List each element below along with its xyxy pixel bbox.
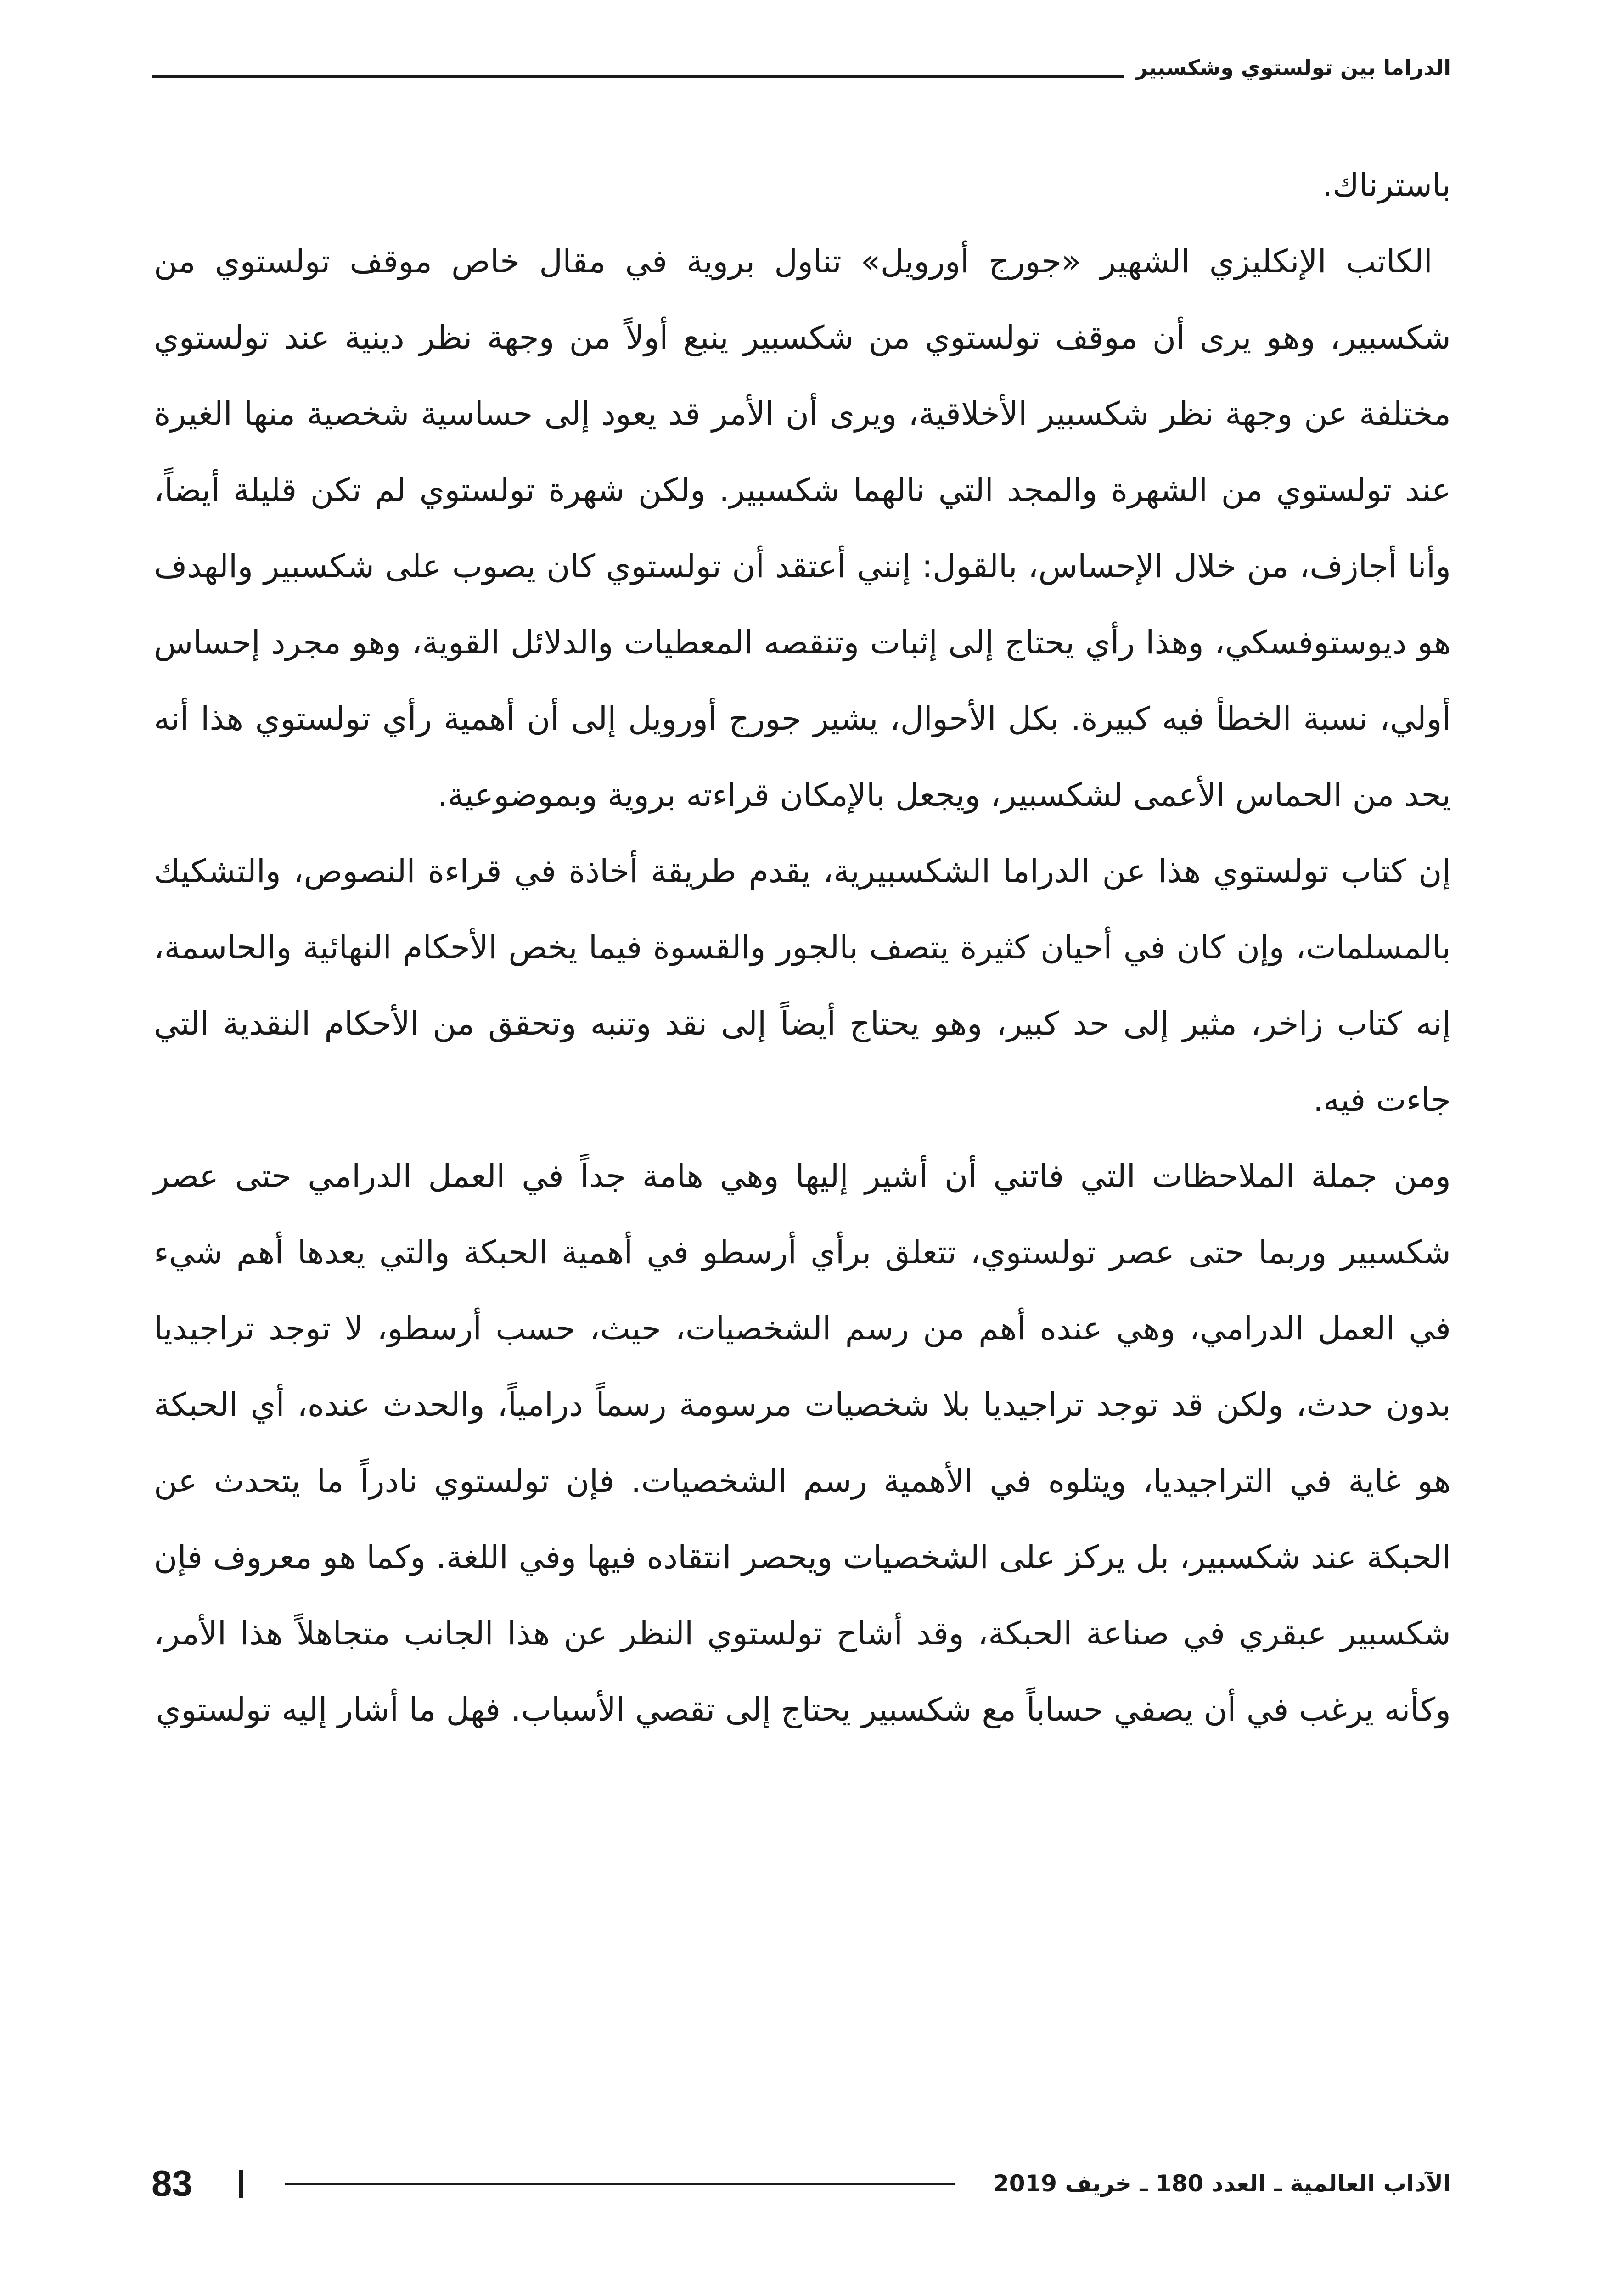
page-footer	[152, 2161, 1451, 2206]
paragraph: الكاتب الإنكليزي الشهير «جورج أورويل» تناول بروية في مقال خاص موقف تولستوي من شكسبير، وهو يرى أن موقف تولستوي من شكسبير ينبع أولاً من وجهة نظر دينية عند تولستوي مختلفة عن وجهة نظر شكسبير الأخلاقية، ويرى أن الأمر قد يعود إلى حساسية شخصية منها الغيرة عند تولستوي من الشهرة والمجد التي نالهما شكسبير. ولكن شهرة تولستوي لم تكن قليلة أيضاً، وأنا أجازف، من خلال الإحساس، بالقول: إنني أعتقد أن تولستوي كان يصوب على شكسبير والهدف هو ديوستوفسكي، وهذا رأي يحتاج إلى إثبات وتنقصه المعطيات والدلائل القوية، وهو مجرد إحساس أولي، نسبة الخطأ فيه كبيرة. بكل الأحوال، يشير جورج أورويل إلى أن أهمية رأي تولستوي هذا أنه يحد من الحماس الأعمى لشكسبير، ويجعل بالإمكان قراءته بروية وبموضوعية.	[154, 242, 1451, 814]
running-header	[152, 51, 1451, 84]
paragraph-continuation: باسترناك.	[1322, 166, 1451, 204]
paragraph: ومن جملة الملاحظات التي فاتني أن أشير إليها وهي هامة جداً في العمل الدرامي حتى عصر شكسبير وربما حتى عصر تولستوي، تتعلق برأي أرسطو في أهمية الحبكة والتي يعدها أهم شيء في العمل الدرامي، وهي عنده أهم من رسم الشخصيات، حيث، حسب أرسطو، لا توجد تراجيديا بدون حدث، ولكن قد توجد تراجيديا بلا شخصيات مرسومة رسماً درامياً، والحدث عنده، أي الحبكة هو غاية في التراجيديا، ويتلوه في الأهمية رسم الشخصيات. فإن تولستوي نادراً ما يتحدث عن الحبكة عند شكسبير، بل يركز على الشخصيات ويحصر انتقاده فيها وفي اللغة. وكما هو معروف فإن شكسبير عبقري في صناعة الحبكة، وقد أشاح تولستوي النظر عن هذا الجانب متجاهلاً هذا الأمر، وكأنه يرغب في أن يصفي حساباً مع شكسبير يحتاج إلى تقصي الأسباب. فهل ما أشار إليه تولستوي	[154, 1157, 1451, 1728]
journal-citation: الآداب العالمية ـ العدد 180 ـ خريف 2019	[993, 2170, 1451, 2197]
page-number-separator	[239, 2170, 243, 2198]
page-number: 83	[152, 2163, 192, 2204]
running-header-title: الدراما بين تولستوي وشكسبير	[1124, 51, 1451, 84]
footer-rule	[285, 2183, 955, 2185]
paragraph: إن كتاب تولستوي هذا عن الدراما الشكسبيرية، يقدم طريقة أخاذة في قراءة النصوص، والتشكيك بالمسلمات، وإن كان في أحيان كثيرة يتصف بالجور والقسوة فيما يخص الأحكام النهائية والحاسمة، إنه كتاب زاخر، مثير إلى حد كبير، وهو يحتاج أيضاً إلى نقد وتنبه وتحقق من الأحكام النقدية التي جاءت فيه.	[154, 852, 1451, 1119]
article-body	[154, 147, 1451, 1748]
